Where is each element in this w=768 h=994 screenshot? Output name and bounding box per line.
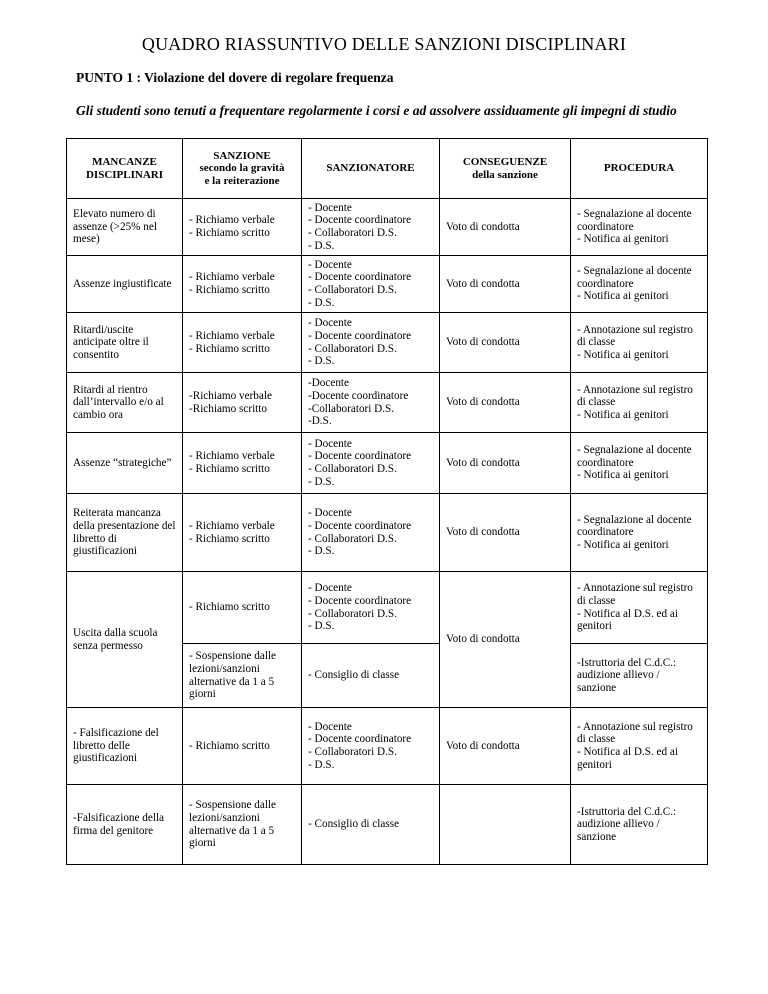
cell-conseguenze: Voto di condotta: [440, 256, 571, 313]
cell-sanzione: - Richiamo scritto: [183, 708, 302, 785]
intro-text: Gli studenti sono tenuti a frequentare regolarmente i corsi e ad assolvere assiduamente gli impegni di studio: [76, 103, 677, 118]
cell-conseguenze: Voto di condotta: [440, 494, 571, 572]
cell-conseguenze: Voto di condotta: [440, 199, 571, 256]
table-row: [67, 199, 708, 256]
table-row: [67, 708, 708, 785]
sanctions-table: [66, 138, 708, 865]
cell-conseguenze: Voto di condotta: [440, 708, 571, 785]
header-sanzione: SANZIONE secondo la gravità e la reiterazione: [183, 139, 302, 199]
cell-mancanza: Uscita dalla scuola senza permesso: [67, 572, 183, 708]
cell-procedura: -Istruttoria del C.d.C.: audizione allievo / sanzione: [571, 785, 708, 865]
cell-sanzionatore: - Docente - Docente coordinatore - Collaboratori D.S. - D.S.: [302, 256, 440, 313]
header-procedura: PROCEDURA: [571, 139, 708, 199]
cell-conseguenze: Voto di condotta: [440, 433, 571, 494]
cell-sanzionatore: - Docente - Docente coordinatore - Collaboratori D.S. - D.S.: [302, 199, 440, 256]
table-row: [67, 494, 708, 572]
table-row: [67, 433, 708, 494]
cell-procedura: - Annotazione sul registro di classe - Notifica al D.S. ed ai genitori: [571, 708, 708, 785]
cell-mancanza: Assenze ingiustificate: [67, 256, 183, 313]
table-row: [67, 373, 708, 433]
cell-mancanza: -Falsificazione della firma del genitore: [67, 785, 183, 865]
cell-conseguenze: Voto di condotta: [440, 373, 571, 433]
cell-conseguenze: Voto di condotta: [440, 313, 571, 373]
header-mancanze: MANCANZE DISCIPLINARI: [67, 139, 183, 199]
table-row: [67, 256, 708, 313]
table-row: [67, 572, 708, 644]
cell-mancanza: Elevato numero di assenze (>25% nel mese): [67, 199, 183, 256]
cell-sanzione: - Richiamo verbale - Richiamo scritto: [183, 494, 302, 572]
cell-mancanza: Assenze “strategiche”: [67, 433, 183, 494]
page-title: QUADRO RIASSUNTIVO DELLE SANZIONI DISCIPLINARI: [141, 34, 627, 54]
cell-conseguenze: Voto di condotta: [440, 572, 571, 708]
cell-procedura: - Annotazione sul registro di classe - Notifica ai genitori: [571, 313, 708, 373]
cell-sanzionatore: - Consiglio di classe: [302, 785, 440, 865]
cell-sanzionatore: - Consiglio di classe: [302, 644, 440, 708]
cell-sanzionatore: - Docente - Docente coordinatore - Collaboratori D.S. - D.S.: [302, 572, 440, 644]
cell-sanzionatore: - Docente - Docente coordinatore - Collaboratori D.S. - D.S.: [302, 433, 440, 494]
cell-sanzionatore: - Docente - Docente coordinatore - Collaboratori D.S. - D.S.: [302, 708, 440, 785]
cell-sanzione: - Richiamo scritto: [183, 572, 302, 644]
cell-mancanza: Ritardi al rientro dall’intervallo e/o al cambio ora: [67, 373, 183, 433]
cell-mancanza: Reiterata mancanza della presentazione del libretto di giustificazioni: [67, 494, 183, 572]
cell-sanzione: - Sospensione dalle lezioni/sanzioni alternative da 1 a 5 giorni: [183, 644, 302, 708]
cell-mancanza: - Falsificazione del libretto delle giustificazioni: [67, 708, 183, 785]
cell-procedura: - Segnalazione al docente coordinatore - Notifica ai genitori: [571, 256, 708, 313]
cell-procedura: - Annotazione sul registro di classe - Notifica al D.S. ed ai genitori: [571, 572, 708, 644]
header-sanzionatore: SANZIONATORE: [302, 139, 440, 199]
cell-procedura: - Annotazione sul registro di classe - Notifica ai genitori: [571, 373, 708, 433]
cell-sanzione: - Richiamo verbale - Richiamo scritto: [183, 199, 302, 256]
cell-procedura: - Segnalazione al docente coordinatore - Notifica ai genitori: [571, 494, 708, 572]
cell-conseguenze: [440, 785, 571, 865]
section-heading: PUNTO 1 : Violazione del dovere di regolare frequenza: [76, 70, 394, 85]
cell-sanzione: - Richiamo verbale - Richiamo scritto: [183, 256, 302, 313]
table-row: [67, 785, 708, 865]
table-header-row: [67, 139, 708, 199]
cell-sanzione: - Richiamo verbale - Richiamo scritto: [183, 433, 302, 494]
cell-sanzione: - Sospensione dalle lezioni/sanzioni alternative da 1 a 5 giorni: [183, 785, 302, 865]
cell-procedura: -Istruttoria del C.d.C.: audizione allievo / sanzione: [571, 644, 708, 708]
cell-mancanza: Ritardi/uscite anticipate oltre il consentito: [67, 313, 183, 373]
cell-procedura: - Segnalazione al docente coordinatore - Notifica ai genitori: [571, 199, 708, 256]
cell-procedura: - Segnalazione al docente coordinatore - Notifica ai genitori: [571, 433, 708, 494]
cell-sanzionatore: - Docente - Docente coordinatore - Collaboratori D.S. - D.S.: [302, 313, 440, 373]
cell-sanzione: - Richiamo verbale - Richiamo scritto: [183, 313, 302, 373]
cell-sanzionatore: - Docente - Docente coordinatore - Collaboratori D.S. - D.S.: [302, 494, 440, 572]
header-conseguenze: CONSEGUENZE della sanzione: [440, 139, 571, 199]
cell-sanzionatore: -Docente -Docente coordinatore -Collaboratori D.S. -D.S.: [302, 373, 440, 433]
table-row: [67, 313, 708, 373]
cell-sanzione: -Richiamo verbale -Richiamo scritto: [183, 373, 302, 433]
